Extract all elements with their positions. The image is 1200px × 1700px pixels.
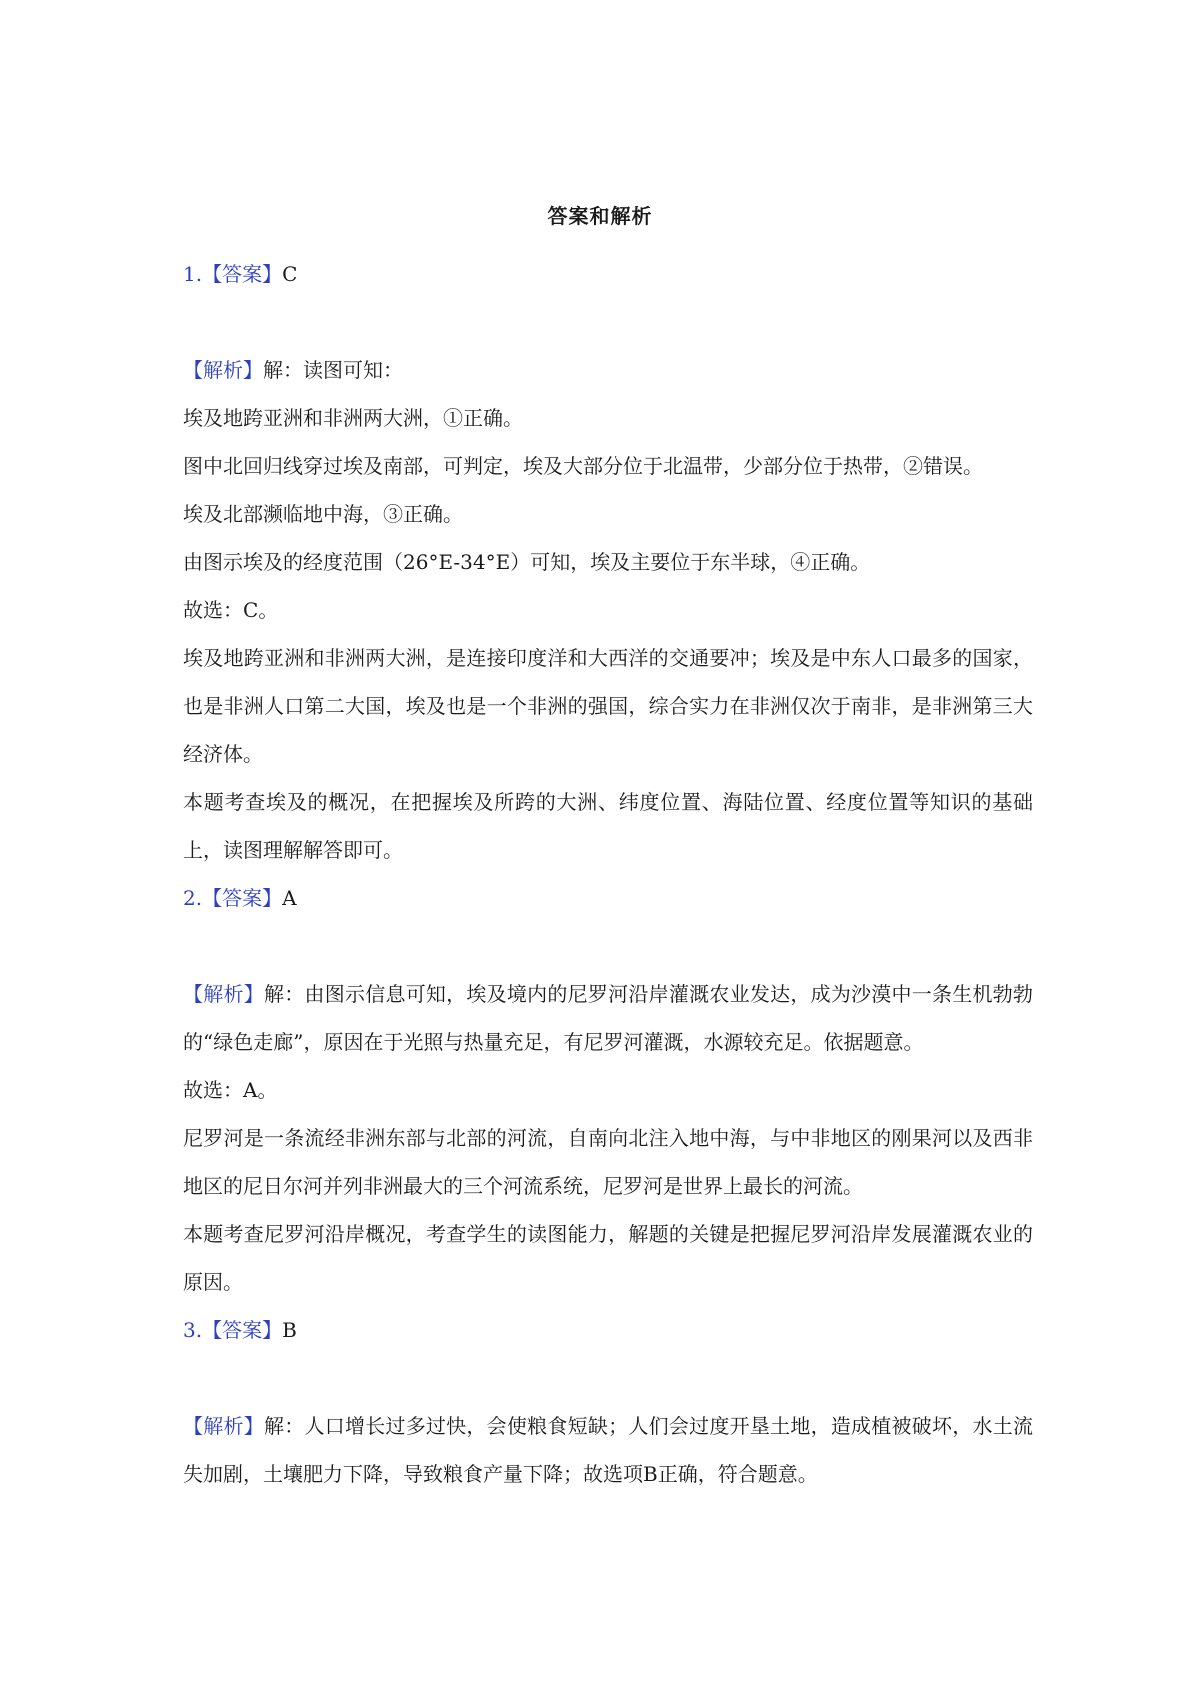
answer-tag: 【答案】 bbox=[202, 262, 283, 286]
analysis-intro-text: 解：人口增长过多过快，会使粮食短缺；人们会过度开垦土地，造成植被破坏，水土流失加剧，土壤肥力下降，导致粮食产量下降；故选项B正确，符合题意。 bbox=[183, 1414, 1034, 1486]
analysis-block bbox=[183, 970, 1033, 1306]
analysis-tag: 【解析】 bbox=[183, 358, 263, 382]
item-number: 1. bbox=[183, 262, 203, 286]
analysis-paragraph: 图中北回归线穿过埃及南部，可判定，埃及大部分位于北温带，少部分位于热带，②错误。 bbox=[183, 454, 983, 478]
answer-list bbox=[183, 250, 1033, 1498]
analysis-block bbox=[183, 346, 1033, 874]
answer-line bbox=[183, 874, 1033, 922]
answer-value: A bbox=[282, 886, 297, 910]
answer-item-2 bbox=[183, 874, 1033, 1306]
analysis-paragraph: 尼罗河是一条流经非洲东部与北部的河流，自南向北注入地中海，与中非地区的刚果河以及西非地区的尼日尔河并列非洲最大的三个河流系统，尼罗河是世界上最长的河流。 bbox=[183, 1126, 1033, 1198]
answer-line bbox=[183, 1306, 1033, 1354]
analysis-paragraph: 埃及北部濒临地中海，③正确。 bbox=[183, 502, 463, 526]
page-title: 答案和解析 bbox=[547, 204, 653, 228]
analysis-paragraph: 埃及地跨亚洲和非洲两大洲，是连接印度洋和大西洋的交通要冲；埃及是中东人口最多的国家，也是非洲人口第二大国，埃及也是一个非洲的强国，综合实力在非洲仅次于南非，是非洲第三大经济体。 bbox=[183, 646, 1033, 766]
item-number: 2. bbox=[183, 886, 203, 910]
analysis-paragraph: 故选：A。 bbox=[183, 1078, 278, 1102]
item-number: 3. bbox=[183, 1318, 203, 1342]
analysis-paragraph: 故选：C。 bbox=[183, 598, 279, 622]
answer-tag: 【答案】 bbox=[202, 1318, 283, 1342]
analysis-intro-text: 解：读图可知： bbox=[263, 358, 403, 382]
analysis-intro-text: 解：由图示信息可知，埃及境内的尼罗河沿岸灌溉农业发达，成为沙漠中一条生机勃勃的“绿色走廊”，原因在于光照与热量充足，有尼罗河灌溉，水源较充足。依据题意。 bbox=[183, 982, 1034, 1054]
analysis-intro bbox=[183, 346, 1033, 394]
analysis-paragraph: 本题考查尼罗河沿岸概况，考查学生的读图能力，解题的关键是把握尼罗河沿岸发展灌溉农业的原因。 bbox=[183, 1222, 1033, 1294]
answer-item-1 bbox=[183, 250, 1033, 874]
analysis-paragraph: 本题考查埃及的概况，在把握埃及所跨的大洲、纬度位置、海陆位置、经度位置等知识的基础上，读图理解解答即可。 bbox=[183, 790, 1033, 862]
analysis-tag: 【解析】 bbox=[183, 1414, 264, 1438]
answer-value: B bbox=[282, 1318, 297, 1342]
answer-item-3 bbox=[183, 1306, 1033, 1498]
analysis-block bbox=[183, 1402, 1033, 1498]
answer-line bbox=[183, 250, 1033, 298]
analysis-paragraph: 由图示埃及的经度范围（26°E-34°E）可知，埃及主要位于东半球，④正确。 bbox=[183, 550, 871, 574]
analysis-tag: 【解析】 bbox=[183, 982, 264, 1006]
answer-tag: 【答案】 bbox=[202, 886, 283, 910]
analysis-intro bbox=[183, 1402, 1033, 1498]
analysis-paragraph: 埃及地跨亚洲和非洲两大洲，①正确。 bbox=[183, 406, 523, 430]
analysis-intro bbox=[183, 970, 1033, 1066]
answer-value: C bbox=[282, 262, 298, 286]
